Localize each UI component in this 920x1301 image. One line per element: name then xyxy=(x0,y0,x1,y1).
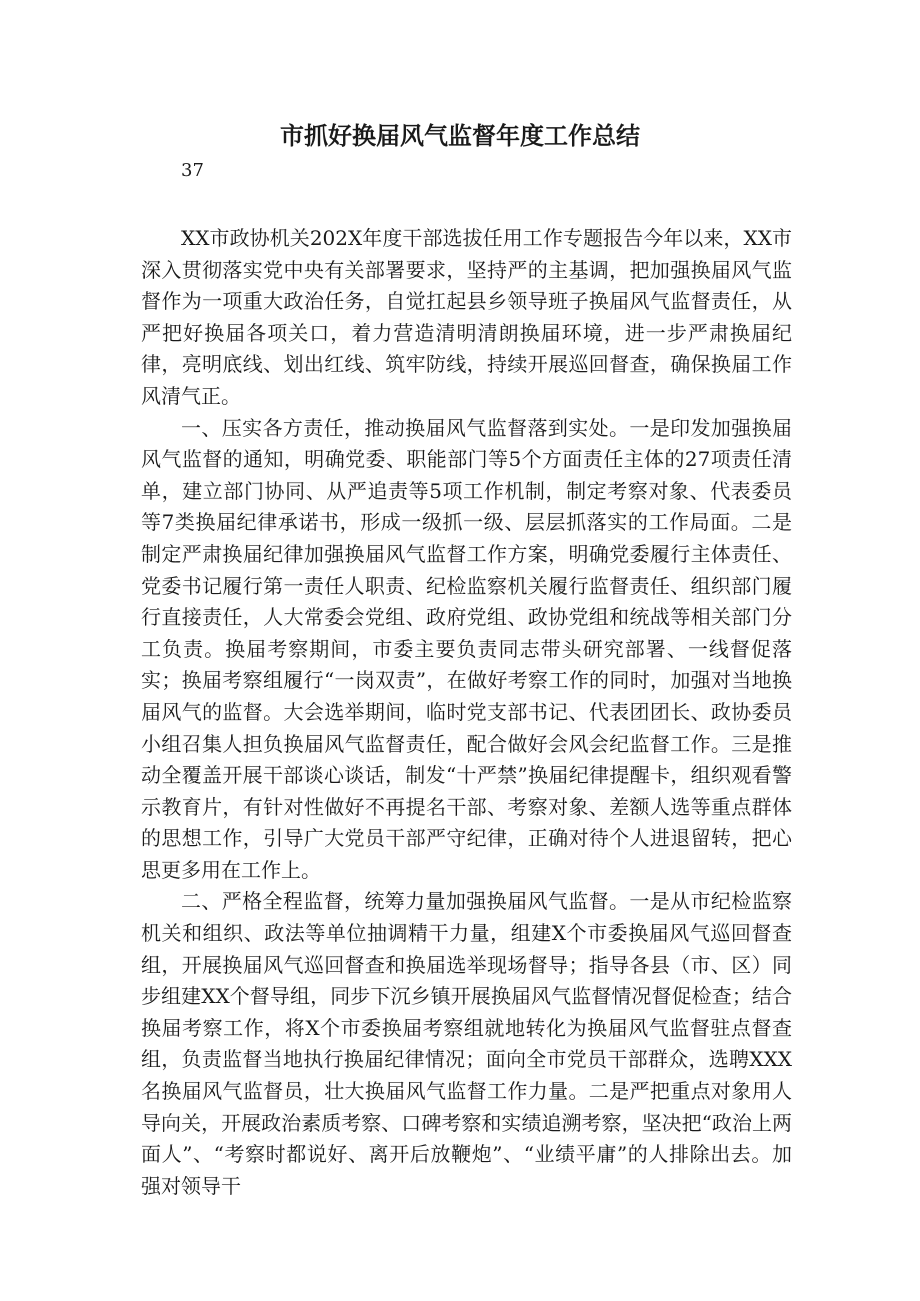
paragraph-section-2: 二、严格全程监督，统筹力量加强换届风气监督。一是从市纪检监察机关和组织、政法等单位抽调精干力量，组建X个市委换届风气巡回督查组，开展换届风气巡回督查和换届选举现场督导；指导各县（市、区）同步组建XX个督导组，同步下沉乡镇开展换届风气监督情况督促检查；结合换届考察工作，将X个市委换届考察组就地转化为换届风气监督驻点督查组，负责监督当地执行换届纪律情况；面向全市党员干部群众，选聘XXX名换届风气监督员，壮大换届风气监督工作力量。二是严把重点对象用人导向关，开展政治素质考察、口碑考察和实绩追溯考察，坚决把“政治上两面人”、“考察时都说好、离开后放鞭炮”、“业绩平庸”的人排除出去。加强对领导干 xyxy=(141,889,792,1198)
paragraph-section-1: 一、压实各方责任，推动换届风气监督落到实处。一是印发加强换届风气监督的通知，明确党委、职能部门等5个方面责任主体的27项责任清单，建立部门协同、从严追责等5项工作机制，制定考察对象、代表委员等7类换届纪律承诺书，形成一级抓一级、层层抓落实的工作局面。二是制定严肃换届纪律加强换届风气监督工作方案，明确党委履行主体责任、党委书记履行第一责任人职责、纪检监察机关履行监督责任、组织部门履行直接责任，人大常委会党组、政府党组、政协党组和统战等相关部门分工负责。换届考察期间，市委主要负责同志带头研究部署、一线督促落实；换届考察组履行“一岗双责”，在做好考察工作的同时，加强对当地换届风气的监督。大会选举期间，临时党支部书记、代表团团长、政协委员小组召集人担负换届风气监督责任，配合做好会风会纪监督工作。三是推动全覆盖开展干部谈心谈话，制发“十严禁”换届纪律提醒卡，组织观看警示教育片，有针对性做好不再提名干部、考察对象、差额人选等重点群体的思想工作，引导广大党员干部严守纪律，正确对待个人进退留转，把心思更多用在工作上。 xyxy=(141,415,792,882)
paragraph-intro: XX市政协机关202X年度干部选拔任用工作专题报告今年以来，XX市深入贯彻落实党中央有关部署要求，坚持严的主基调，把加强换届风气监督作为一项重大政治任务，自觉扛起县乡领导班子换届风气监督责任，从严把好换届各项关口，着力营造清明清朗换届环境，进一步严肃换届纪律，亮明底线、划出红线、筑牢防线，持续开展巡回督查，确保换届工作风清气正。 xyxy=(141,226,792,408)
document-body xyxy=(141,223,792,1202)
document-number: 37 xyxy=(181,160,204,181)
document-title: 市抓好换届风气监督年度工作总结 xyxy=(280,122,640,150)
